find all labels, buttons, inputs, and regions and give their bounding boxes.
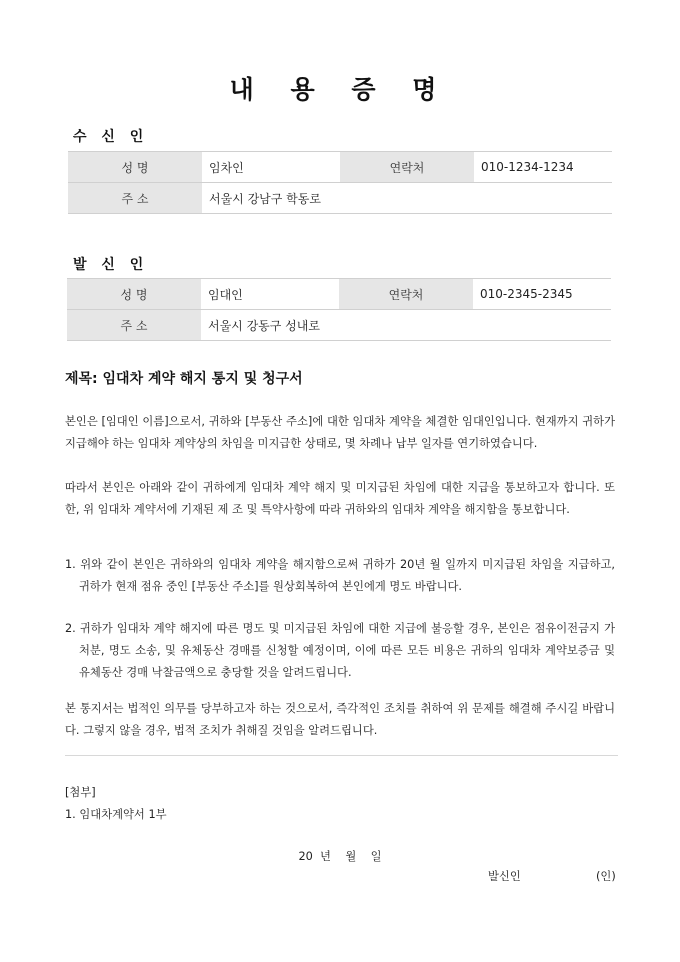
recipient-name-label: 성 명 — [68, 152, 202, 183]
recipient-address-value: 서울시 강남구 학동로 — [202, 183, 612, 214]
sender-name-value: 임대인 — [201, 279, 339, 310]
attachment-item: 1. 임대차계약서 1부 — [65, 808, 167, 821]
date-line: 20 년 월 일 — [298, 850, 382, 863]
attachment-heading: [첨부] — [65, 786, 96, 799]
body-closing: 본 통지서는 법적인 의무를 당부하고자 하는 것으로서, 즉각적인 조치를 취하여 위 문제를 해결해 주시길 바랍니다. 그렇지 않을 경우, 법적 조치가 취해질 것임을 알려드립니다. — [65, 702, 615, 737]
recipient-row-address — [68, 183, 612, 214]
subject-line: 제목: 임대차 계약 해지 통지 및 청구서 — [65, 371, 303, 387]
sender-heading: 발 신 인 — [73, 257, 149, 273]
recipient-table — [68, 151, 612, 214]
seal-mark: (인) — [596, 870, 616, 883]
document-title: 내 용 증 명 — [229, 75, 451, 104]
recipient-contact-label: 연락처 — [340, 152, 474, 183]
sender-row-name-contact — [67, 279, 611, 310]
body-intro: 본인은 [임대인 이름]으로서, 귀하와 [부동산 주소]에 대한 임대차 계약을 체결한 임대인입니다. 현재까지 귀하가 지급해야 하는 임대차 계약상의 차임을 미지급한 상태로, 몇 차례나 납부 일자를 연기하였습니다. — [65, 415, 615, 450]
recipient-heading: 수 신 인 — [73, 129, 149, 145]
recipient-contact-value: 010-1234-1234 — [474, 152, 612, 183]
sender-table — [67, 278, 611, 341]
sender-name-label: 성 명 — [67, 279, 201, 310]
sender-row-address — [67, 310, 611, 341]
sender-contact-value: 010-2345-2345 — [473, 279, 611, 310]
divider — [65, 755, 618, 756]
recipient-row-name-contact — [68, 152, 612, 183]
body-notice: 따라서 본인은 아래와 같이 귀하에게 임대차 계약 해지 및 미지급된 차임에 대한 지급을 통보하고자 합니다. 또한, 위 임대차 계약서에 기재된 제 조 및 특약사항에 따라 귀하와의 임대차 계약을 해지함을 통보합니다. — [65, 481, 615, 516]
body-item-1: 1. 위와 같이 본인은 귀하와의 임대차 계약을 해지함으로써 귀하가 20년 월 일까지 미지급된 차임을 지급하고, 귀하가 현재 점유 중인 [부동산 주소]를 원상회복하여 본인에게 명도 바랍니다. — [65, 558, 615, 593]
recipient-address-label: 주 소 — [68, 183, 202, 214]
signature-label: 발신인 — [488, 870, 521, 883]
sender-address-value: 서울시 강동구 성내로 — [201, 310, 611, 341]
recipient-name-value: 임차인 — [202, 152, 340, 183]
body-item-2: 2. 귀하가 임대차 계약 해지에 따른 명도 및 미지급된 차임에 대한 지급에 불응할 경우, 본인은 점유이전금지 가처분, 명도 소송, 및 유체동산 경매를 신청할 예정이며, 이에 따른 모든 비용은 귀하의 임대차 계약보증금 및 유체동산 경매 낙찰금액으로 충당할 것을 알려드립니다. — [65, 622, 615, 679]
sender-address-label: 주 소 — [67, 310, 201, 341]
sender-contact-label: 연락처 — [339, 279, 473, 310]
